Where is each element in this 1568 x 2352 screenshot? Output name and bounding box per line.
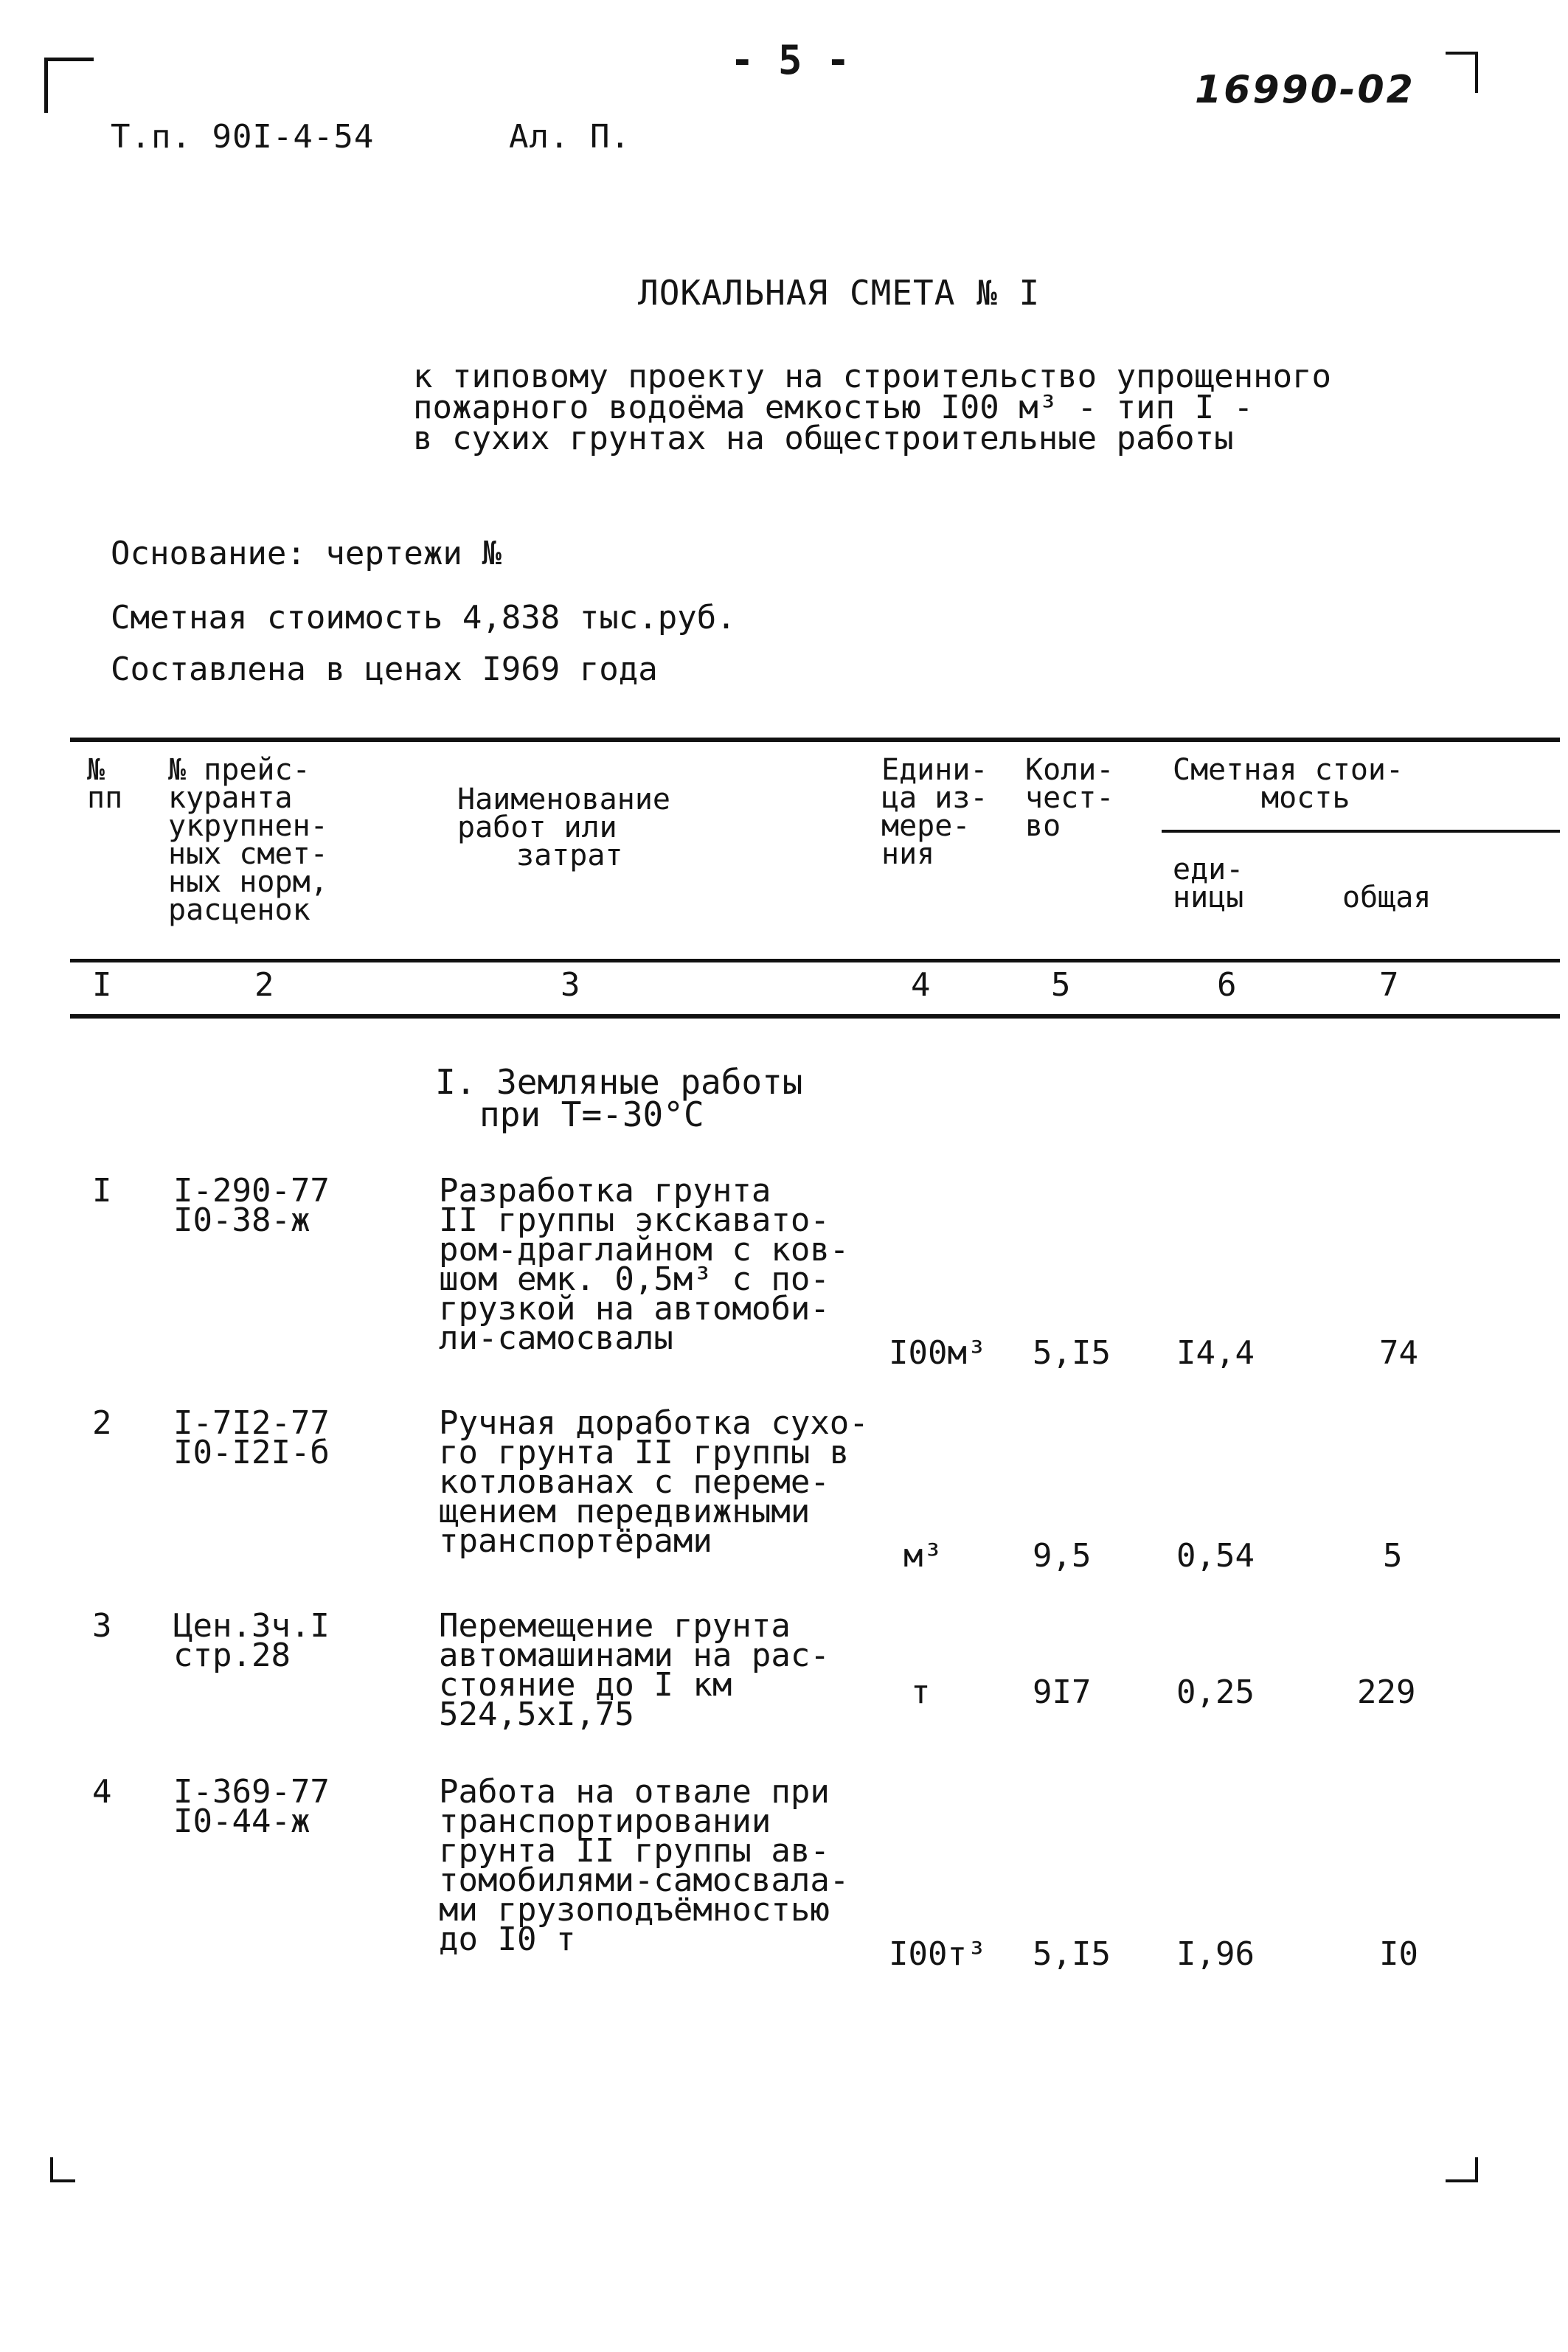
price-list-code: I-7I2-77 I0-I2I-б xyxy=(173,1404,330,1471)
unit: т xyxy=(911,1673,931,1711)
column-number: 6 xyxy=(1217,966,1237,1004)
column-numbers-rule xyxy=(70,1014,1560,1019)
document-subtitle xyxy=(413,358,1332,457)
column-number: 3 xyxy=(561,966,580,1004)
work-name: Перемещение грунта автомашинами на рас- стояние до I км 524,5хI,75 xyxy=(439,1607,830,1733)
price-list-code: Цен.3ч.I стр.28 xyxy=(173,1607,330,1674)
section-title: I. Земляные работы при Т=-30°С xyxy=(435,1062,803,1134)
header-col-2: № прейс- куранта укрупнен- ных смет- ных норм, расценок xyxy=(168,753,328,927)
subtitle-line: к типовому проекту на строительство упрощенного xyxy=(413,358,1332,395)
total-cost: 74 xyxy=(1379,1334,1418,1372)
header-col-3: Наименование работ или затрат xyxy=(457,783,670,873)
row-number: 2 xyxy=(92,1404,112,1442)
total-cost: 5 xyxy=(1383,1537,1403,1575)
subtitle-line: в сухих грунтах на общестроительные работы xyxy=(413,420,1234,457)
corner-mark-bottom-right xyxy=(1446,2157,1478,2182)
price-list-code: I-369-77 I0-44-ж xyxy=(173,1773,330,1840)
handwritten-code: 16990-02 xyxy=(1195,68,1415,112)
corner-mark-top-left xyxy=(44,58,94,113)
column-number: 4 xyxy=(911,966,931,1004)
quantity: 9I7 xyxy=(1033,1673,1092,1711)
unit-cost: 0,54 xyxy=(1176,1537,1255,1575)
header-col-6: еди- ницы xyxy=(1173,853,1244,915)
work-name: Ручная доработка сухо- го грунта II группы в котлованах с переме- щением передвижными транспортёрами xyxy=(439,1404,869,1560)
unit: м³ xyxy=(903,1537,943,1575)
prices-year: Составлена в ценах I969 года xyxy=(111,651,658,688)
corner-mark-top-right xyxy=(1446,52,1478,77)
row-number: I xyxy=(92,1172,112,1210)
header-col-7: общая xyxy=(1342,881,1432,915)
doc-code: Т.п. 90I-4-54 xyxy=(111,118,375,156)
total-cost: 229 xyxy=(1357,1673,1416,1711)
column-number: I xyxy=(92,966,112,1004)
unit: I00м³ xyxy=(889,1334,987,1372)
column-number: 5 xyxy=(1051,966,1071,1004)
quantity: 9,5 xyxy=(1033,1537,1092,1575)
cost-group-rule xyxy=(1162,830,1560,833)
unit-cost: I4,4 xyxy=(1176,1334,1255,1372)
estimated-cost: Сметная стоимость 4,838 тыс.руб. xyxy=(111,599,736,636)
total-cost: I0 xyxy=(1379,1935,1418,1973)
column-number: 7 xyxy=(1379,966,1399,1004)
document-title: ЛОКАЛЬНАЯ СМЕТА № I xyxy=(638,273,1041,313)
work-name: Разработка грунта II группы экскавато- ром-драглайном с ков- шом емк. 0,5м³ с по- грузкой на автомоби- ли-самосвалы xyxy=(439,1172,850,1357)
row-number: 4 xyxy=(92,1773,112,1811)
basis-line: Основание: чертежи № xyxy=(111,535,502,572)
table-top-rule xyxy=(70,738,1560,742)
unit-cost: I,96 xyxy=(1176,1935,1255,1973)
price-list-code: I-290-77 I0-38-ж xyxy=(173,1172,330,1239)
row-number: 3 xyxy=(92,1607,112,1645)
header-bottom-rule xyxy=(70,959,1560,962)
header-col-1: № пп xyxy=(87,753,123,815)
unit-cost: 0,25 xyxy=(1176,1673,1255,1711)
work-name: Работа на отвале при транспортировании грунта II группы ав- томобилями-самосвала- ми грузоподъёмностью до I0 т xyxy=(439,1773,850,1958)
quantity: 5,I5 xyxy=(1033,1935,1111,1973)
header-col-5: Коли- чест- во xyxy=(1025,753,1114,843)
unit: I00т³ xyxy=(889,1935,987,1973)
quantity: 5,I5 xyxy=(1033,1334,1111,1372)
column-number: 2 xyxy=(254,966,274,1004)
subtitle-line: пожарного водоёма емкостью I00 м³ - тип I - xyxy=(413,389,1254,426)
header-cost-group: Сметная стои- мость xyxy=(1173,753,1404,815)
page-number: - 5 - xyxy=(730,37,850,83)
corner-mark-bottom-left xyxy=(50,2157,75,2182)
header-col-4: Едини- ца из- мере- ния xyxy=(881,753,988,871)
album-number: Ал. П. xyxy=(509,118,631,156)
